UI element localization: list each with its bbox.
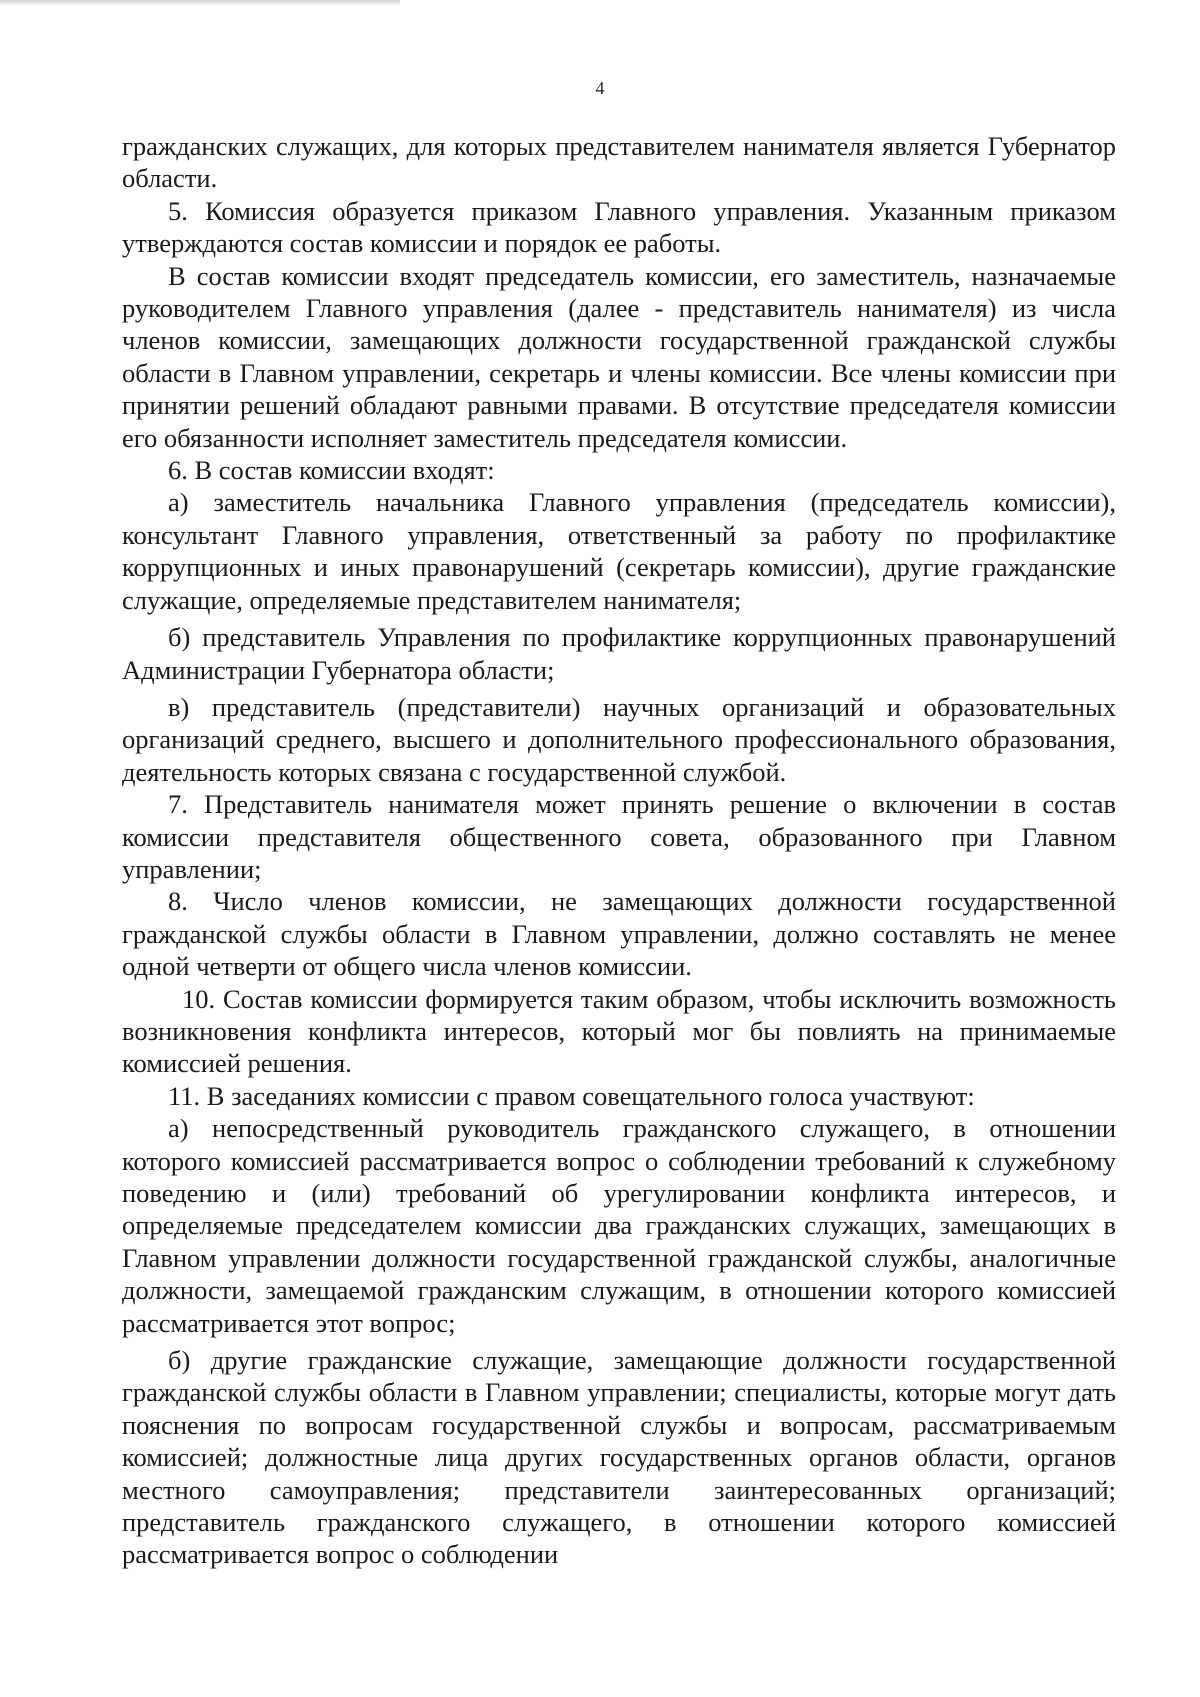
paragraph-item-11b: б) другие гражданские служащие, замещающие должности государственной гражданской службы области в Главном управлении; специалисты, которые могут дать пояснения по вопросам государственной службы и вопросам, рассматриваемым комиссией; должностные лица других государственных органов области, органов местного самоуправления; представители заинтересованных организаций; представитель гражданского служащего, в отношении которого комиссией рассматривается вопрос о соблюдении (122, 1345, 1116, 1570)
page-number: 4 (595, 78, 605, 98)
paragraph-item-6v: в) представитель (представители) научных организаций и образовательных организаций среднего, высшего и дополнительного профессионального образования, деятельность которых связана с государственной службой. (122, 691, 1116, 787)
paragraph-item-7: 7. Представитель нанимателя может принять решение о включении в состав комиссии представителя общественного совета, образованного при Главном управлении; (122, 789, 1116, 884)
paragraph-item-10: 10. Состав комиссии формируется таким образом, чтобы исключить возможность возникновения конфликта интересов, который мог бы повлиять на принимаемые комиссией решения. (122, 983, 1116, 1079)
paragraph-item-11: 11. В заседаниях комиссии с правом совещательного голоса участвуют: (168, 1080, 975, 1111)
paragraph-item-6b: б) представитель Управления по профилактике коррупционных правонарушений Администрации Губернатора области; (122, 622, 1116, 685)
scan-edge (0, 0, 400, 6)
paragraph-commission-composition: В состав комиссии входят председатель комиссии, его заместитель, назначаемые руководителем Главного управления (далее - представитель нанимателя) из числа членов комиссии, замещающих должности государственной гражданской службы области в Главном управлении, секретарь и члены комиссии. Все члены комиссии при принятии решений обладают равными правами. В отсутствие председателя комиссии его обязанности исполняет заместитель председателя комиссии. (122, 260, 1116, 453)
paragraph-item-11a: а) непосредственный руководитель гражданского служащего, в отношении которого комиссией рассматривается вопрос о соблюдении требований к служебному поведению и (или) требований об урегулировании конфликта интересов, и определяемые председателем комиссии два гражданских служащих, замещающих в Главном управлении должности государственной гражданской службы, аналогичные должности, замещаемой гражданским служащим, в отношении которого комиссией рассматривается этот вопрос; (122, 1113, 1116, 1338)
paragraph-item-6: 6. В состав комиссии входят: (168, 455, 495, 486)
paragraph-item-6a: а) заместитель начальника Главного управления (председатель комиссии), консультант Главного управления, ответственный за работу по профилактике коррупционных и иных правонарушений (секретарь комиссии), другие гражданские служащие, определяемые представителем нанимателя; (122, 487, 1116, 615)
paragraph-item-5: 5. Комиссия образуется приказом Главного управления. Указанным приказом утверждаются состав комиссии и порядок ее работы. (122, 195, 1116, 259)
document-body (122, 130, 1116, 1571)
paragraph-continuation: гражданских служащих, для которых представителем нанимателя является Губернатор области. (122, 131, 1116, 194)
paragraph-item-8: 8. Число членов комиссии, не замещающих должности государственной гражданской службы области в Главном управлении, должно составлять не менее одной четверти от общего числа членов комиссии. (122, 886, 1116, 982)
